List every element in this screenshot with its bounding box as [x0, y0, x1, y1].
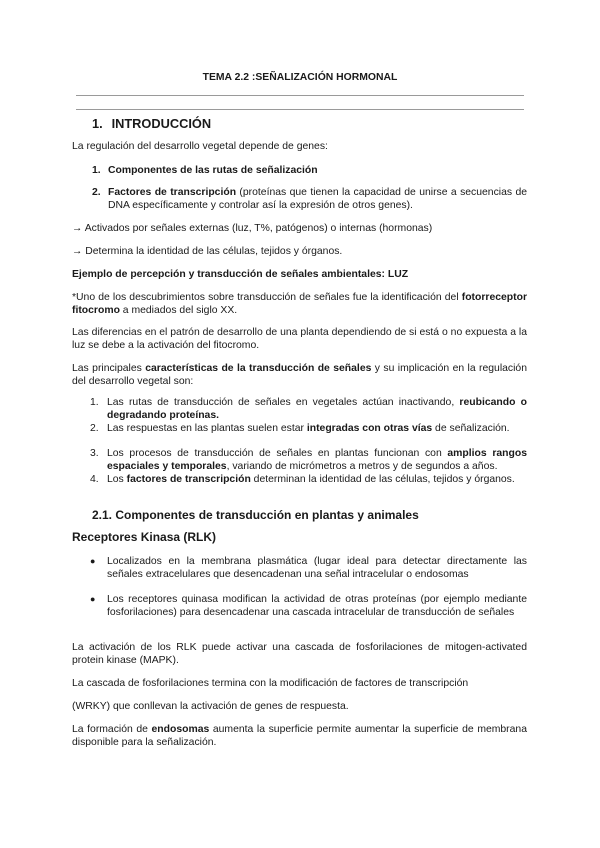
example-heading: Ejemplo de percepción y transducción de señales ambientales: LUZ [72, 269, 409, 280]
feature-item: 3. Los procesos de transducción de señales en plantas funcionan con amplios rangos espaciales y temporales, variando de micrómetros a metros y de segundos a años. [90, 448, 527, 472]
section-heading-introduccion [92, 117, 211, 130]
paragraph-endosomas: La formación de endosomas aumenta la superficie permite aumentar la superficie de membrana disponible para la señalización. [72, 724, 527, 748]
list-number: 1. [92, 165, 101, 176]
list-item: 2. Factores de transcripción (proteínas que tienen la capacidad de unirse a secuencias de DNA específicamente y controlar así la expresión de otros genes). [92, 187, 527, 211]
section-title: INTRODUCCIÓN [111, 116, 212, 131]
feature-number: 2. [90, 423, 99, 434]
list-bold-text: Componentes de las rutas de señalización [108, 165, 318, 176]
bullet-item: ● Los receptores quinasa modifican la actividad de otras proteínas (por ejemplo mediante fosforilaciones) para desencadenar una cascada intracelular de transducción de señales [90, 594, 527, 618]
bullet-icon: ● [90, 556, 96, 566]
arrow-note-identity: → Determina la identidad de las células, tejidos y órganos. [72, 246, 343, 257]
subsection-heading-2-1: 2.1. Componentes de transducción en plantas y animales [92, 508, 419, 522]
feature-item: 4. Los factores de transcripción determinan la identidad de las células, tejidos y órganos. [90, 474, 515, 485]
feature-number: 3. [90, 448, 99, 459]
paragraph-cascade: La cascada de fosforilaciones termina con la modificación de factores de transcripción [72, 678, 469, 689]
paragraph-rlk-activation: La activación de los RLK puede activar una cascada de fosforilaciones de mitogen-activated protein kinase (MAPK). [72, 642, 527, 666]
subsection-heading-rlk: Receptores Kinasa (RLK) [72, 530, 217, 544]
divider-line [76, 109, 524, 110]
list-item [92, 164, 527, 177]
feature-item: 1. Las rutas de transducción de señales en vegetales actúan inactivando, reubicando o degradando proteínas. [90, 397, 527, 421]
feature-number: 4. [90, 474, 99, 485]
intro-lead: La regulación del desarrollo vegetal depende de genes: [72, 141, 328, 152]
section-number: 1. [92, 116, 103, 131]
page-title: TEMA 2.2 :SEÑALIZACIÓN HORMONAL [202, 72, 398, 83]
bullet-item: ● Localizados en la membrana plasmática (lugar ideal para detectar directamente las señales extracelulares que desencadenan una señal intracelular o endosomas [90, 556, 527, 580]
paragraph-diferencias: Las diferencias en el patrón de desarrollo de una planta dependiendo de si está o no expuesta a la luz se debe a la activación del fitocromo. [72, 327, 527, 351]
list-number: 2. [92, 187, 101, 198]
feature-number: 1. [90, 397, 99, 408]
list-bold-text: Factores de transcripción [108, 187, 237, 198]
bullet-icon: ● [90, 594, 96, 604]
paragraph-fitocromo: *Uno de los descubrimientos sobre transducción de señales fue la identificación del fotorreceptor fitocromo a mediados del siglo XX. [72, 292, 527, 316]
feature-item: 2. Las respuestas en las plantas suelen estar integradas con otras vías de señalización. [90, 423, 510, 434]
divider-line [76, 95, 524, 96]
paragraph-caracteristicas: Las principales características de la transducción de señales y su implicación en la regulación del desarrollo vegetal son: [72, 363, 527, 387]
arrow-note-activation: → Activados por señales externas (luz, T%, patógenos) o internas (hormonas) [72, 223, 433, 234]
paragraph-wrky: (WRKY) que conllevan la activación de genes de respuesta. [72, 701, 349, 712]
